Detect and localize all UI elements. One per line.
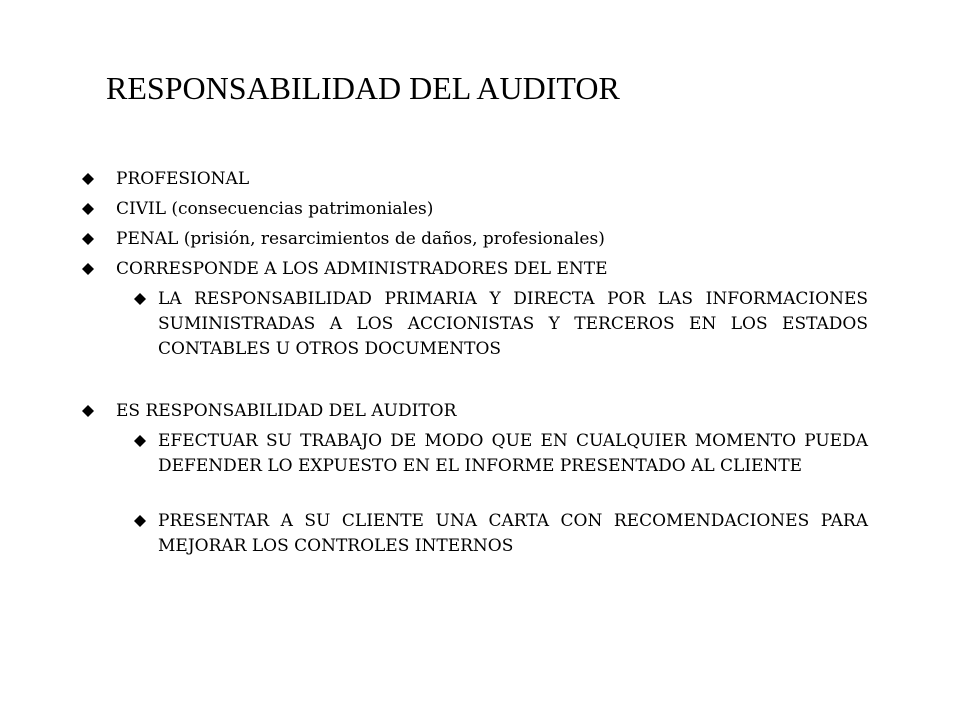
list-item: PENAL (prisión, resarcimientos de daños, profesionales) <box>116 229 605 249</box>
list-item: PRESENTAR A SU CLIENTE UNA CARTA CON RECOMENDACIONES PARA MEJORAR LOS CONTROLES INTERNOS <box>158 511 868 556</box>
list-item: EFECTUAR SU TRABAJO DE MODO QUE EN CUALQUIER MOMENTO PUEDA DEFENDER LO EXPUESTO EN EL INFORME PRESENTADO AL CLIENTE <box>158 431 868 476</box>
diamond-bullet-icon <box>82 233 94 245</box>
list-item: CORRESPONDE A LOS ADMINISTRADORES DEL ENTE <box>116 259 608 279</box>
list-item: CIVIL (consecuencias patrimoniales) <box>116 199 434 219</box>
slide-title: RESPONSABILIDAD DEL AUDITOR <box>106 70 620 106</box>
diamond-bullet-icon <box>82 203 94 215</box>
list-item: ES RESPONSABILIDAD DEL AUDITOR <box>116 401 457 421</box>
diamond-bullet-icon <box>134 435 146 447</box>
list-item: PROFESIONAL <box>116 169 250 189</box>
diamond-bullet-icon <box>82 405 94 417</box>
diamond-bullet-icon <box>82 263 94 275</box>
list-item: LA RESPONSABILIDAD PRIMARIA Y DIRECTA POR LAS INFORMACIONES SUMINISTRADAS A LOS ACCIONISTAS Y TERCEROS EN LOS ESTADOS CONTABLES U OTROS DOCUMENTOS <box>158 289 868 359</box>
diamond-bullet-icon <box>134 293 146 305</box>
diamond-bullet-icon <box>82 173 94 185</box>
diamond-bullet-icon <box>134 515 146 527</box>
